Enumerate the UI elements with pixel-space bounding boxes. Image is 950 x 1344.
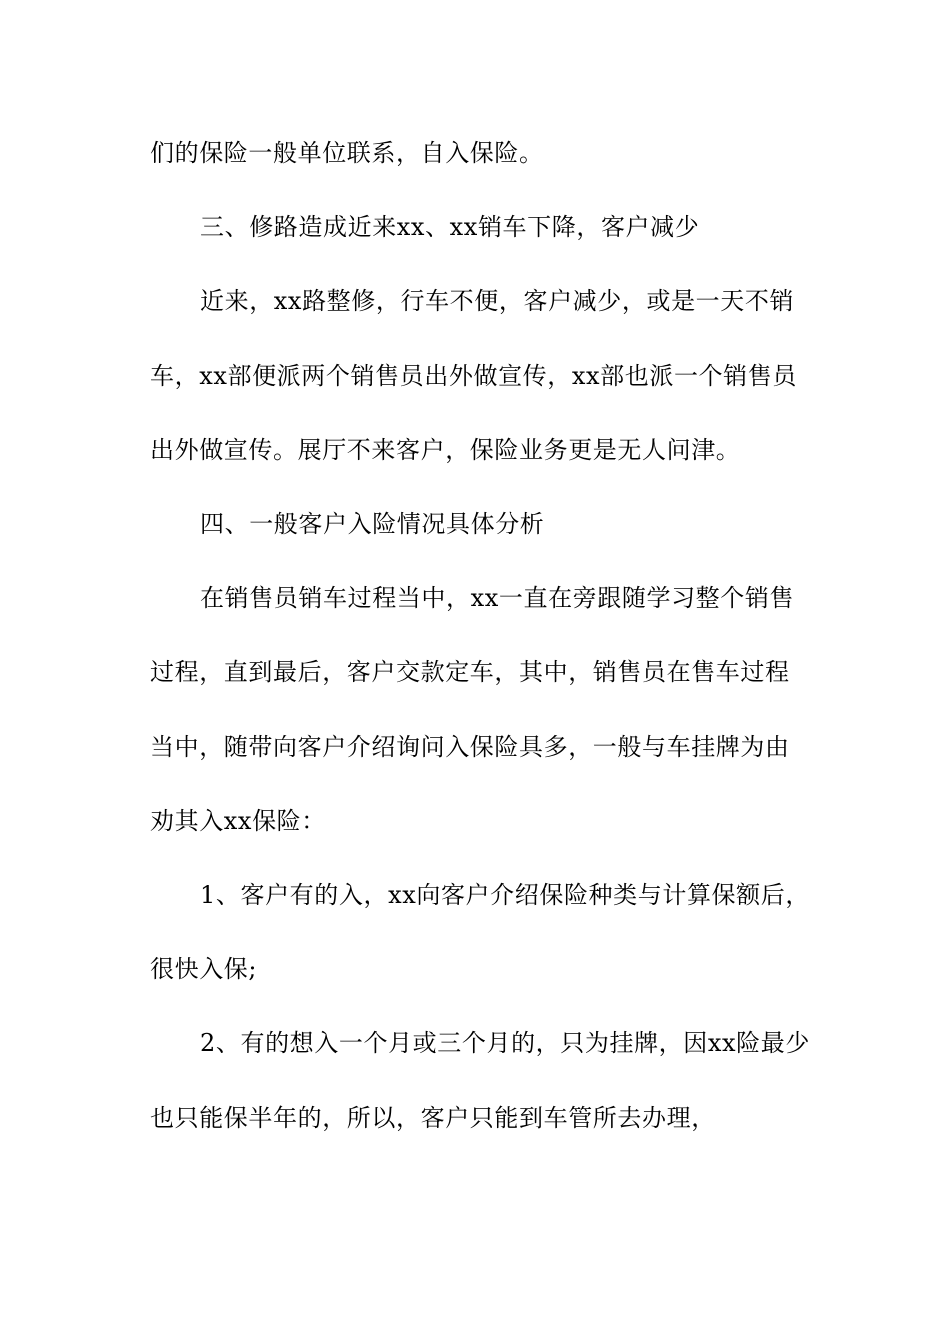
document-body bbox=[150, 116, 810, 1155]
paragraph-continuation: 们的保险一般单位联系，自入保险。 bbox=[150, 139, 544, 167]
section-heading-four: 四、一般客户入险情况具体分析 bbox=[200, 510, 545, 539]
paragraph-road-repair: 近来，xx路整修，行车不便，客户减少，或是一天不销车，xx部便派两个销售员出外做宣传，xx部也派一个销售员出外做宣传。展厅不来客户，保险业务更是无人问津。 bbox=[150, 287, 797, 464]
section-heading-three: 三、修路造成近来xx、xx销车下降，客户减少 bbox=[200, 213, 700, 242]
list-item-two: 2、有的想入一个月或三个月的，只为挂牌，因xx险最少也只能保半年的，所以，客户只能到车管所去办理， bbox=[150, 1029, 810, 1132]
paragraph-sales-process: 在销售员销车过程当中，xx一直在旁跟随学习整个销售过程，直到最后，客户交款定车，其中，销售员在售车过程当中，随带向客户介绍询问入保险具多，一般与车挂牌为由劝其入xx保险： bbox=[150, 584, 795, 835]
list-item-one: 1、客户有的入，xx向客户介绍保险种类与计算保额后，很快入保; bbox=[150, 881, 810, 984]
